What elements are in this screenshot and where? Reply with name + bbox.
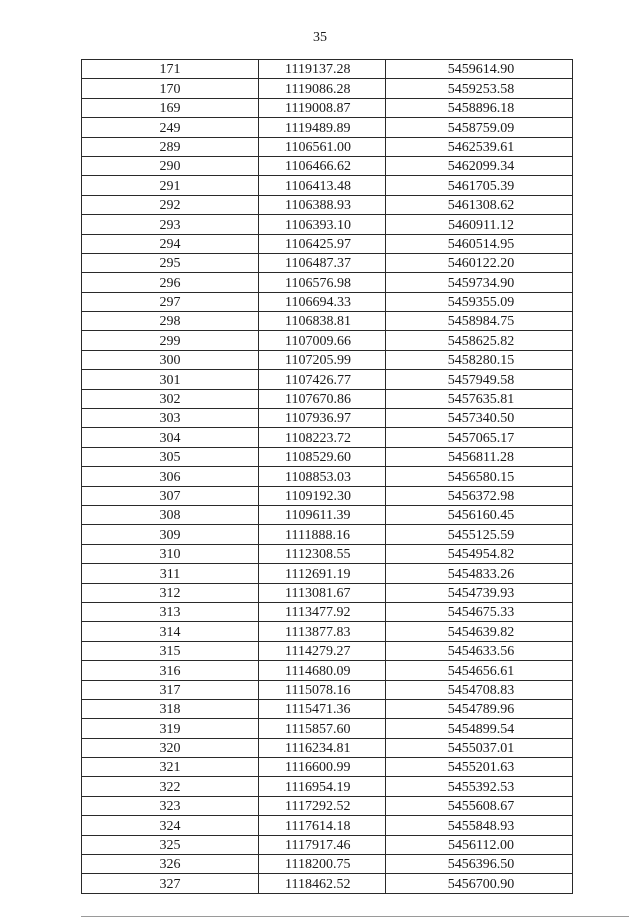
x-coordinate-cell: 1119086.28 xyxy=(259,79,386,98)
point-number-cell: 319 xyxy=(82,719,259,738)
y-coordinate-cell: 5457065.17 xyxy=(386,428,573,447)
x-coordinate-cell: 1119137.28 xyxy=(259,60,386,79)
table-row xyxy=(82,602,573,621)
point-number-cell: 300 xyxy=(82,350,259,369)
x-coordinate-cell: 1117917.46 xyxy=(259,835,386,854)
x-coordinate-cell: 1106487.37 xyxy=(259,253,386,272)
x-coordinate-cell: 1109611.39 xyxy=(259,505,386,524)
y-coordinate-cell: 5454739.93 xyxy=(386,583,573,602)
table-row xyxy=(82,758,573,777)
y-coordinate-cell: 5460122.20 xyxy=(386,253,573,272)
y-coordinate-cell: 5454633.56 xyxy=(386,641,573,660)
table-row xyxy=(82,564,573,583)
point-number-cell: 291 xyxy=(82,176,259,195)
point-number-cell: 323 xyxy=(82,796,259,815)
x-coordinate-cell: 1107426.77 xyxy=(259,370,386,389)
y-coordinate-cell: 5454899.54 xyxy=(386,719,573,738)
y-coordinate-cell: 5455201.63 xyxy=(386,758,573,777)
table-row xyxy=(82,835,573,854)
table-row xyxy=(82,292,573,311)
point-number-cell: 249 xyxy=(82,118,259,137)
point-number-cell: 314 xyxy=(82,622,259,641)
y-coordinate-cell: 5455848.93 xyxy=(386,816,573,835)
y-coordinate-cell: 5455037.01 xyxy=(386,738,573,757)
x-coordinate-cell: 1115078.16 xyxy=(259,680,386,699)
table-row xyxy=(82,98,573,117)
x-coordinate-cell: 1116600.99 xyxy=(259,758,386,777)
page-number: 35 xyxy=(313,30,327,45)
x-coordinate-cell: 1106576.98 xyxy=(259,273,386,292)
y-coordinate-cell: 5457340.50 xyxy=(386,409,573,428)
point-number-cell: 298 xyxy=(82,312,259,331)
x-coordinate-cell: 1106388.93 xyxy=(259,195,386,214)
x-coordinate-cell: 1111888.16 xyxy=(259,525,386,544)
x-coordinate-cell: 1114680.09 xyxy=(259,661,386,680)
y-coordinate-cell: 5455125.59 xyxy=(386,525,573,544)
x-coordinate-cell: 1115857.60 xyxy=(259,719,386,738)
x-coordinate-cell: 1117292.52 xyxy=(259,796,386,815)
y-coordinate-cell: 5457949.58 xyxy=(386,370,573,389)
y-coordinate-cell: 5454675.33 xyxy=(386,602,573,621)
point-number-cell: 321 xyxy=(82,758,259,777)
x-coordinate-cell: 1116234.81 xyxy=(259,738,386,757)
y-coordinate-cell: 5460911.12 xyxy=(386,215,573,234)
point-number-cell: 169 xyxy=(82,98,259,117)
point-number-cell: 310 xyxy=(82,544,259,563)
x-coordinate-cell: 1116954.19 xyxy=(259,777,386,796)
point-number-cell: 290 xyxy=(82,156,259,175)
x-coordinate-cell: 1107205.99 xyxy=(259,350,386,369)
x-coordinate-cell: 1112308.55 xyxy=(259,544,386,563)
y-coordinate-cell: 5462539.61 xyxy=(386,137,573,156)
x-coordinate-cell: 1113877.83 xyxy=(259,622,386,641)
point-number-cell: 293 xyxy=(82,215,259,234)
point-number-cell: 317 xyxy=(82,680,259,699)
table-row xyxy=(82,699,573,718)
table-row xyxy=(82,331,573,350)
coordinates-table-body xyxy=(82,60,573,894)
table-row xyxy=(82,622,573,641)
x-coordinate-cell: 1118200.75 xyxy=(259,855,386,874)
table-row xyxy=(82,234,573,253)
point-number-cell: 302 xyxy=(82,389,259,408)
x-coordinate-cell: 1106425.97 xyxy=(259,234,386,253)
point-number-cell: 322 xyxy=(82,777,259,796)
y-coordinate-cell: 5462099.34 xyxy=(386,156,573,175)
table-row xyxy=(82,525,573,544)
point-number-cell: 296 xyxy=(82,273,259,292)
x-coordinate-cell: 1113081.67 xyxy=(259,583,386,602)
y-coordinate-cell: 5458984.75 xyxy=(386,312,573,331)
point-number-cell: 318 xyxy=(82,699,259,718)
y-coordinate-cell: 5458759.09 xyxy=(386,118,573,137)
y-coordinate-cell: 5456811.28 xyxy=(386,447,573,466)
point-number-cell: 326 xyxy=(82,855,259,874)
point-number-cell: 304 xyxy=(82,428,259,447)
table-row xyxy=(82,505,573,524)
point-number-cell: 307 xyxy=(82,486,259,505)
point-number-cell: 289 xyxy=(82,137,259,156)
y-coordinate-cell: 5459614.90 xyxy=(386,60,573,79)
x-coordinate-cell: 1108223.72 xyxy=(259,428,386,447)
table-row xyxy=(82,738,573,757)
table-row xyxy=(82,79,573,98)
y-coordinate-cell: 5454833.26 xyxy=(386,564,573,583)
table-row xyxy=(82,447,573,466)
point-number-cell: 312 xyxy=(82,583,259,602)
table-row xyxy=(82,544,573,563)
table-row xyxy=(82,215,573,234)
page-bottom-rule xyxy=(81,916,629,917)
point-number-cell: 295 xyxy=(82,253,259,272)
x-coordinate-cell: 1107670.86 xyxy=(259,389,386,408)
x-coordinate-cell: 1106393.10 xyxy=(259,215,386,234)
y-coordinate-cell: 5454789.96 xyxy=(386,699,573,718)
table-row xyxy=(82,874,573,893)
y-coordinate-cell: 5456372.98 xyxy=(386,486,573,505)
y-coordinate-cell: 5456112.00 xyxy=(386,835,573,854)
point-number-cell: 325 xyxy=(82,835,259,854)
coordinates-table xyxy=(81,59,573,894)
y-coordinate-cell: 5459253.58 xyxy=(386,79,573,98)
x-coordinate-cell: 1106466.62 xyxy=(259,156,386,175)
table-row xyxy=(82,312,573,331)
x-coordinate-cell: 1118462.52 xyxy=(259,874,386,893)
point-number-cell: 171 xyxy=(82,60,259,79)
x-coordinate-cell: 1109192.30 xyxy=(259,486,386,505)
table-row xyxy=(82,409,573,428)
table-row xyxy=(82,253,573,272)
table-row xyxy=(82,719,573,738)
table-row xyxy=(82,350,573,369)
x-coordinate-cell: 1106413.48 xyxy=(259,176,386,195)
point-number-cell: 324 xyxy=(82,816,259,835)
point-number-cell: 320 xyxy=(82,738,259,757)
table-row xyxy=(82,816,573,835)
table-row xyxy=(82,118,573,137)
y-coordinate-cell: 5454656.61 xyxy=(386,661,573,680)
table-row xyxy=(82,855,573,874)
point-number-cell: 316 xyxy=(82,661,259,680)
x-coordinate-cell: 1106694.33 xyxy=(259,292,386,311)
table-row xyxy=(82,641,573,660)
y-coordinate-cell: 5456396.50 xyxy=(386,855,573,874)
x-coordinate-cell: 1117614.18 xyxy=(259,816,386,835)
point-number-cell: 292 xyxy=(82,195,259,214)
table-row xyxy=(82,428,573,447)
x-coordinate-cell: 1115471.36 xyxy=(259,699,386,718)
table-row xyxy=(82,370,573,389)
point-number-cell: 299 xyxy=(82,331,259,350)
point-number-cell: 305 xyxy=(82,447,259,466)
x-coordinate-cell: 1108853.03 xyxy=(259,467,386,486)
y-coordinate-cell: 5461308.62 xyxy=(386,195,573,214)
point-number-cell: 306 xyxy=(82,467,259,486)
y-coordinate-cell: 5456580.15 xyxy=(386,467,573,486)
y-coordinate-cell: 5458280.15 xyxy=(386,350,573,369)
point-number-cell: 327 xyxy=(82,874,259,893)
table-row xyxy=(82,389,573,408)
point-number-cell: 315 xyxy=(82,641,259,660)
point-number-cell: 294 xyxy=(82,234,259,253)
table-row xyxy=(82,195,573,214)
y-coordinate-cell: 5457635.81 xyxy=(386,389,573,408)
y-coordinate-cell: 5454954.82 xyxy=(386,544,573,563)
point-number-cell: 170 xyxy=(82,79,259,98)
y-coordinate-cell: 5455392.53 xyxy=(386,777,573,796)
point-number-cell: 313 xyxy=(82,602,259,621)
x-coordinate-cell: 1107936.97 xyxy=(259,409,386,428)
x-coordinate-cell: 1113477.92 xyxy=(259,602,386,621)
y-coordinate-cell: 5455608.67 xyxy=(386,796,573,815)
y-coordinate-cell: 5454708.83 xyxy=(386,680,573,699)
y-coordinate-cell: 5458625.82 xyxy=(386,331,573,350)
point-number-cell: 311 xyxy=(82,564,259,583)
x-coordinate-cell: 1119489.89 xyxy=(259,118,386,137)
table-row xyxy=(82,60,573,79)
table-row xyxy=(82,680,573,699)
table-row xyxy=(82,467,573,486)
x-coordinate-cell: 1107009.66 xyxy=(259,331,386,350)
x-coordinate-cell: 1106561.00 xyxy=(259,137,386,156)
y-coordinate-cell: 5459734.90 xyxy=(386,273,573,292)
point-number-cell: 303 xyxy=(82,409,259,428)
y-coordinate-cell: 5456700.90 xyxy=(386,874,573,893)
table-row xyxy=(82,176,573,195)
table-row xyxy=(82,796,573,815)
table-row xyxy=(82,273,573,292)
table-row xyxy=(82,583,573,602)
point-number-cell: 297 xyxy=(82,292,259,311)
table-row xyxy=(82,777,573,796)
point-number-cell: 301 xyxy=(82,370,259,389)
y-coordinate-cell: 5458896.18 xyxy=(386,98,573,117)
y-coordinate-cell: 5459355.09 xyxy=(386,292,573,311)
table-row xyxy=(82,486,573,505)
y-coordinate-cell: 5461705.39 xyxy=(386,176,573,195)
x-coordinate-cell: 1106838.81 xyxy=(259,312,386,331)
x-coordinate-cell: 1114279.27 xyxy=(259,641,386,660)
table-row xyxy=(82,156,573,175)
x-coordinate-cell: 1108529.60 xyxy=(259,447,386,466)
x-coordinate-cell: 1112691.19 xyxy=(259,564,386,583)
table-row xyxy=(82,661,573,680)
y-coordinate-cell: 5454639.82 xyxy=(386,622,573,641)
point-number-cell: 308 xyxy=(82,505,259,524)
y-coordinate-cell: 5456160.45 xyxy=(386,505,573,524)
y-coordinate-cell: 5460514.95 xyxy=(386,234,573,253)
x-coordinate-cell: 1119008.87 xyxy=(259,98,386,117)
table-row xyxy=(82,137,573,156)
point-number-cell: 309 xyxy=(82,525,259,544)
